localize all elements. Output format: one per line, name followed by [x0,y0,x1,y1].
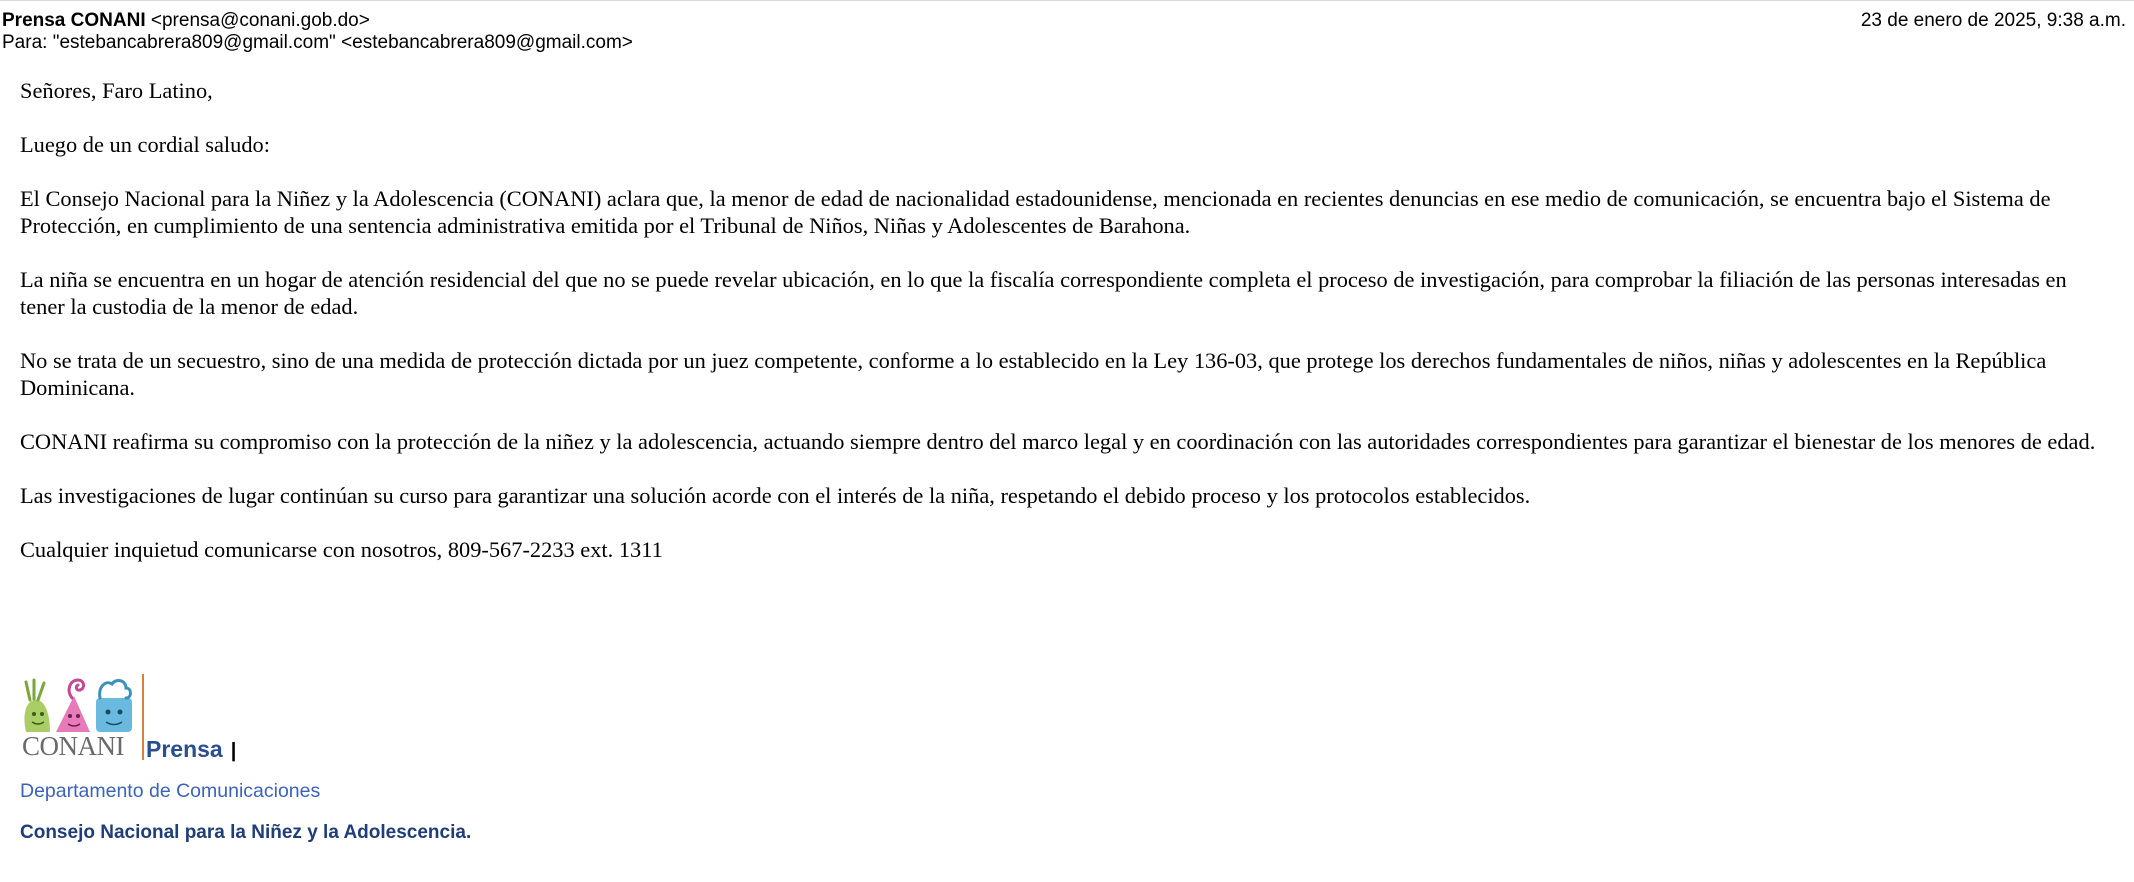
top-divider [0,0,2134,1]
body-paragraph: No se trata de un secuestro, sino de una medida de protección dictada por un juez competente, conforme a lo establecido en la Ley 136-03, que protege los derechos fundamentales de niños, niñas y adolescentes en la República Dominicana. [20,348,2047,400]
conani-logo [20,674,142,760]
body-paragraph: El Consejo Nacional para la Niñez y la Adolescencia (CONANI) aclara que, la menor de edad de nacionalidad estadounidense, mencionada en recientes denuncias en ese medio de comunicación, se encuentra bajo el Sistema de Protección, en cumplimiento de una sentencia administrativa emitida por el Tribunal de Niños, Niñas y Adolescentes de Barahona. [20,186,2051,238]
body-paragraph: Las investigaciones de lugar continúan su curso para garantizar una solución acorde con el interés de la niña, respetando el debido proceso y los protocolos establecidos. [20,483,1531,508]
to-line [2,32,2130,54]
recipient[interactable]: "estebancabrera809@gmail.com" <estebancabrera809@gmail.com> [52,32,633,53]
signature-separator [142,674,144,760]
organization-name: Consejo Nacional para la Niñez y la Adolescencia. [20,822,472,843]
email-body [20,77,2110,590]
email-date: 23 de enero de 2025, 9:38 a.m. [1860,10,2126,31]
sender-name[interactable]: Prensa CONANI [2,10,146,31]
conani-logo-figures [20,674,142,736]
contact-line: Cualquier inquietud comunicarse con nosotros, 809-567-2233 ext. 1311 [20,537,663,562]
signature-title: Prensa [146,736,223,762]
signature-header [20,674,720,760]
logo-wordmark: CONANI [22,731,124,761]
email-signature [20,674,720,844]
to-label: Para: [2,32,48,53]
from-line [2,10,2130,32]
body-paragraph: CONANI reafirma su compromiso con la protección de la niñez y la adolescencia, actuando siempre dentro del marco legal y en coordinación con las autoridades correspondientes para garantizar el bienestar de los menores de edad. [20,429,2096,454]
signature-pipe: | [230,740,237,762]
salutation: Luego de un cordial saludo: [20,132,270,157]
greeting: Señores, Faro Latino, [20,78,213,103]
department-link[interactable]: Departamento de Comunicaciones [20,780,321,802]
body-paragraph: La niña se encuentra en un hogar de atención residencial del que no se puede revelar ubicación, en lo que la fiscalía correspondiente completa el proceso de investigación, para comprobar la filiación de las personas interesadas en tener la custodia de la menor de edad. [20,267,2067,319]
sender-email[interactable]: <prensa@conani.gob.do> [150,10,370,31]
email-header [2,10,2130,54]
